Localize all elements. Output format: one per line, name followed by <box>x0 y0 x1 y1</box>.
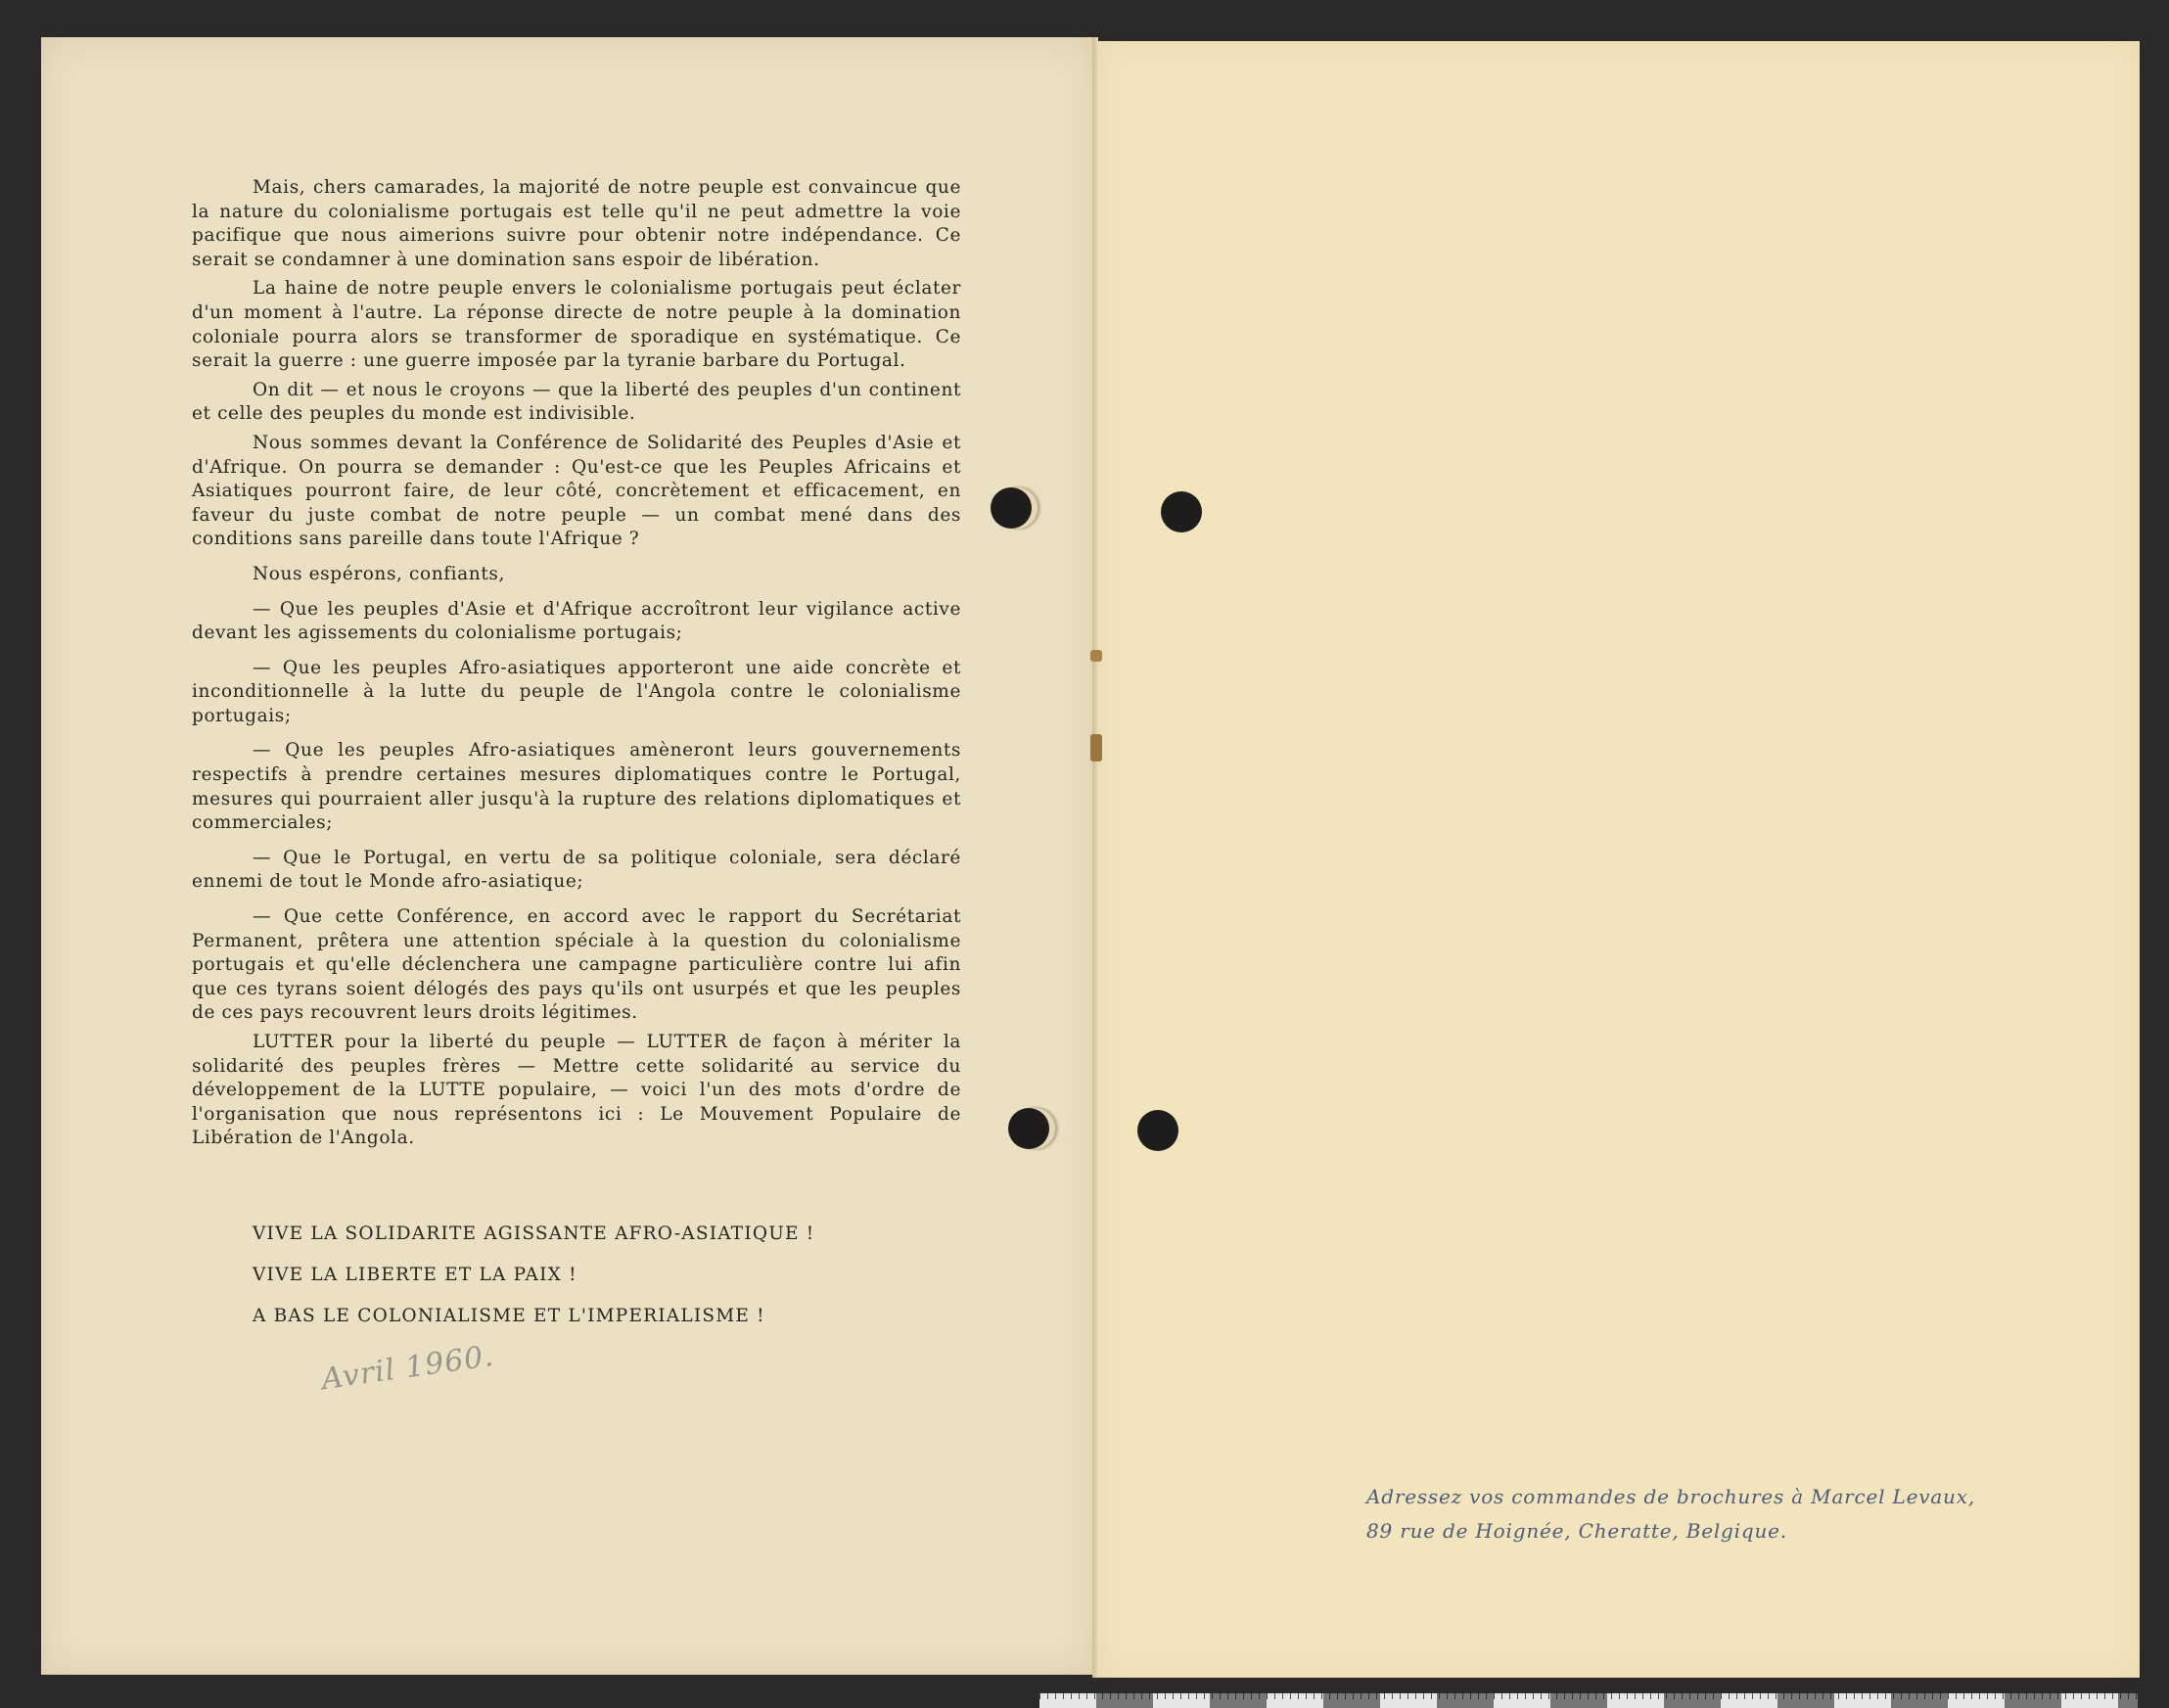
footer-line: Adressez vos commandes de brochures à Marcel Levaux, <box>1366 1485 1975 1508</box>
list-item: — Que cette Conférence, en accord avec le rapport du Secrétariat Permanent, prêtera une attention spéciale à la question du colonialisme portugais et qu'elle déclenchera une campagne particulière contre lui afin que ces tyrans soient délogés des pays qu'ils ont usurpés et que les peuples de ces pays recouvrent leurs droits légitimes. <box>192 906 961 1024</box>
paragraph: Nous espérons, confiants, <box>253 563 505 584</box>
list-item: — Que les peuples Afro-asiatiques amèneront leurs gouvernements respectifs à prendre certaines mesures diplomatiques contre le Portugal, mesures qui pourraient aller jusqu'à la rupture des relations diplomatiques et commerciales; <box>192 740 961 834</box>
list-item: — Que le Portugal, en vertu de sa politique coloniale, sera déclaré ennemi de tout le Monde afro-asiatique; <box>192 847 961 893</box>
paragraph: La haine de notre peuple envers le colonialisme portugais peut éclater d'un moment à l'autre. La réponse directe de notre peuple à la domination coloniale pourra alors se transformer de sporadique en systématique. Ce serait la guerre : une guerre imposée par la tyranie barbare du Portugal. <box>192 278 961 372</box>
handwritten-date: Avril 1960. <box>319 1338 496 1398</box>
body-text <box>192 176 961 1156</box>
slogan: VIVE LA SOLIDARITE AGISSANTE AFRO-ASIATIQUE ! <box>253 1223 815 1244</box>
booklet-spine <box>1092 37 1098 1678</box>
paragraph: Nous sommes devant la Conférence de Solidarité des Peuples d'Asie et d'Afrique. On pourra se demander : Qu'est-ce que les Peuples Africains et Asiatiques pourront faire, de leur côté, concrètement et efficacement, en faveur du juste combat de notre peuple — un combat mené dans des conditions sans pareille dans toute l'Afrique ? <box>192 432 961 550</box>
scale-ruler-ticks <box>1039 1693 2138 1699</box>
footer-line: 89 rue de Hoignée, Cheratte, Belgique. <box>1366 1519 1787 1543</box>
paragraph: On dit — et nous le croyons — que la liberté des peuples d'un continent et celle des peuples du monde est indivisible. <box>192 379 961 425</box>
punch-hole-right-bottom <box>1137 1110 1178 1151</box>
slogan: VIVE LA LIBERTE ET LA PAIX ! <box>253 1265 577 1285</box>
punch-hole-right-top <box>1161 491 1202 532</box>
slogans <box>253 1223 814 1347</box>
order-address-note <box>1366 1480 1975 1548</box>
list-item: — Que les peuples d'Asie et d'Afrique accroîtront leur vigilance active devant les agissements du colonialisme portugais; <box>192 598 961 644</box>
list-item: — Que les peuples Afro-asiatiques apporteront une aide concrète et inconditionnelle à la lutte du peuple de l'Angola contre le colonialisme portugais; <box>192 657 961 726</box>
staple-bottom <box>1090 734 1102 762</box>
slogan: A BAS LE COLONIALISME ET L'IMPERIALISME ! <box>253 1306 765 1326</box>
right-page <box>1096 41 2140 1678</box>
punch-hole-left-top <box>991 487 1032 529</box>
paragraph: LUTTER pour la liberté du peuple — LUTTER de façon à mériter la solidarité des peuples frères — Mettre cette solidarité au service du développement de la LUTTE populaire, — voici l'un des mots d'ordre de l'organisation que nous représentons ici : Le Mouvement Populaire de Libération de l'Angola. <box>192 1032 961 1149</box>
punch-hole-left-bottom <box>1008 1108 1049 1149</box>
paragraph: Mais, chers camarades, la majorité de notre peuple est convaincue que la nature du colonialisme portugais est telle qu'il ne peut admettre la voie pacifique que nous aimerions suivre pour obtenir notre indépendance. Ce serait se condamner à une domination sans espoir de libération. <box>192 177 961 270</box>
staple-top <box>1090 650 1102 662</box>
